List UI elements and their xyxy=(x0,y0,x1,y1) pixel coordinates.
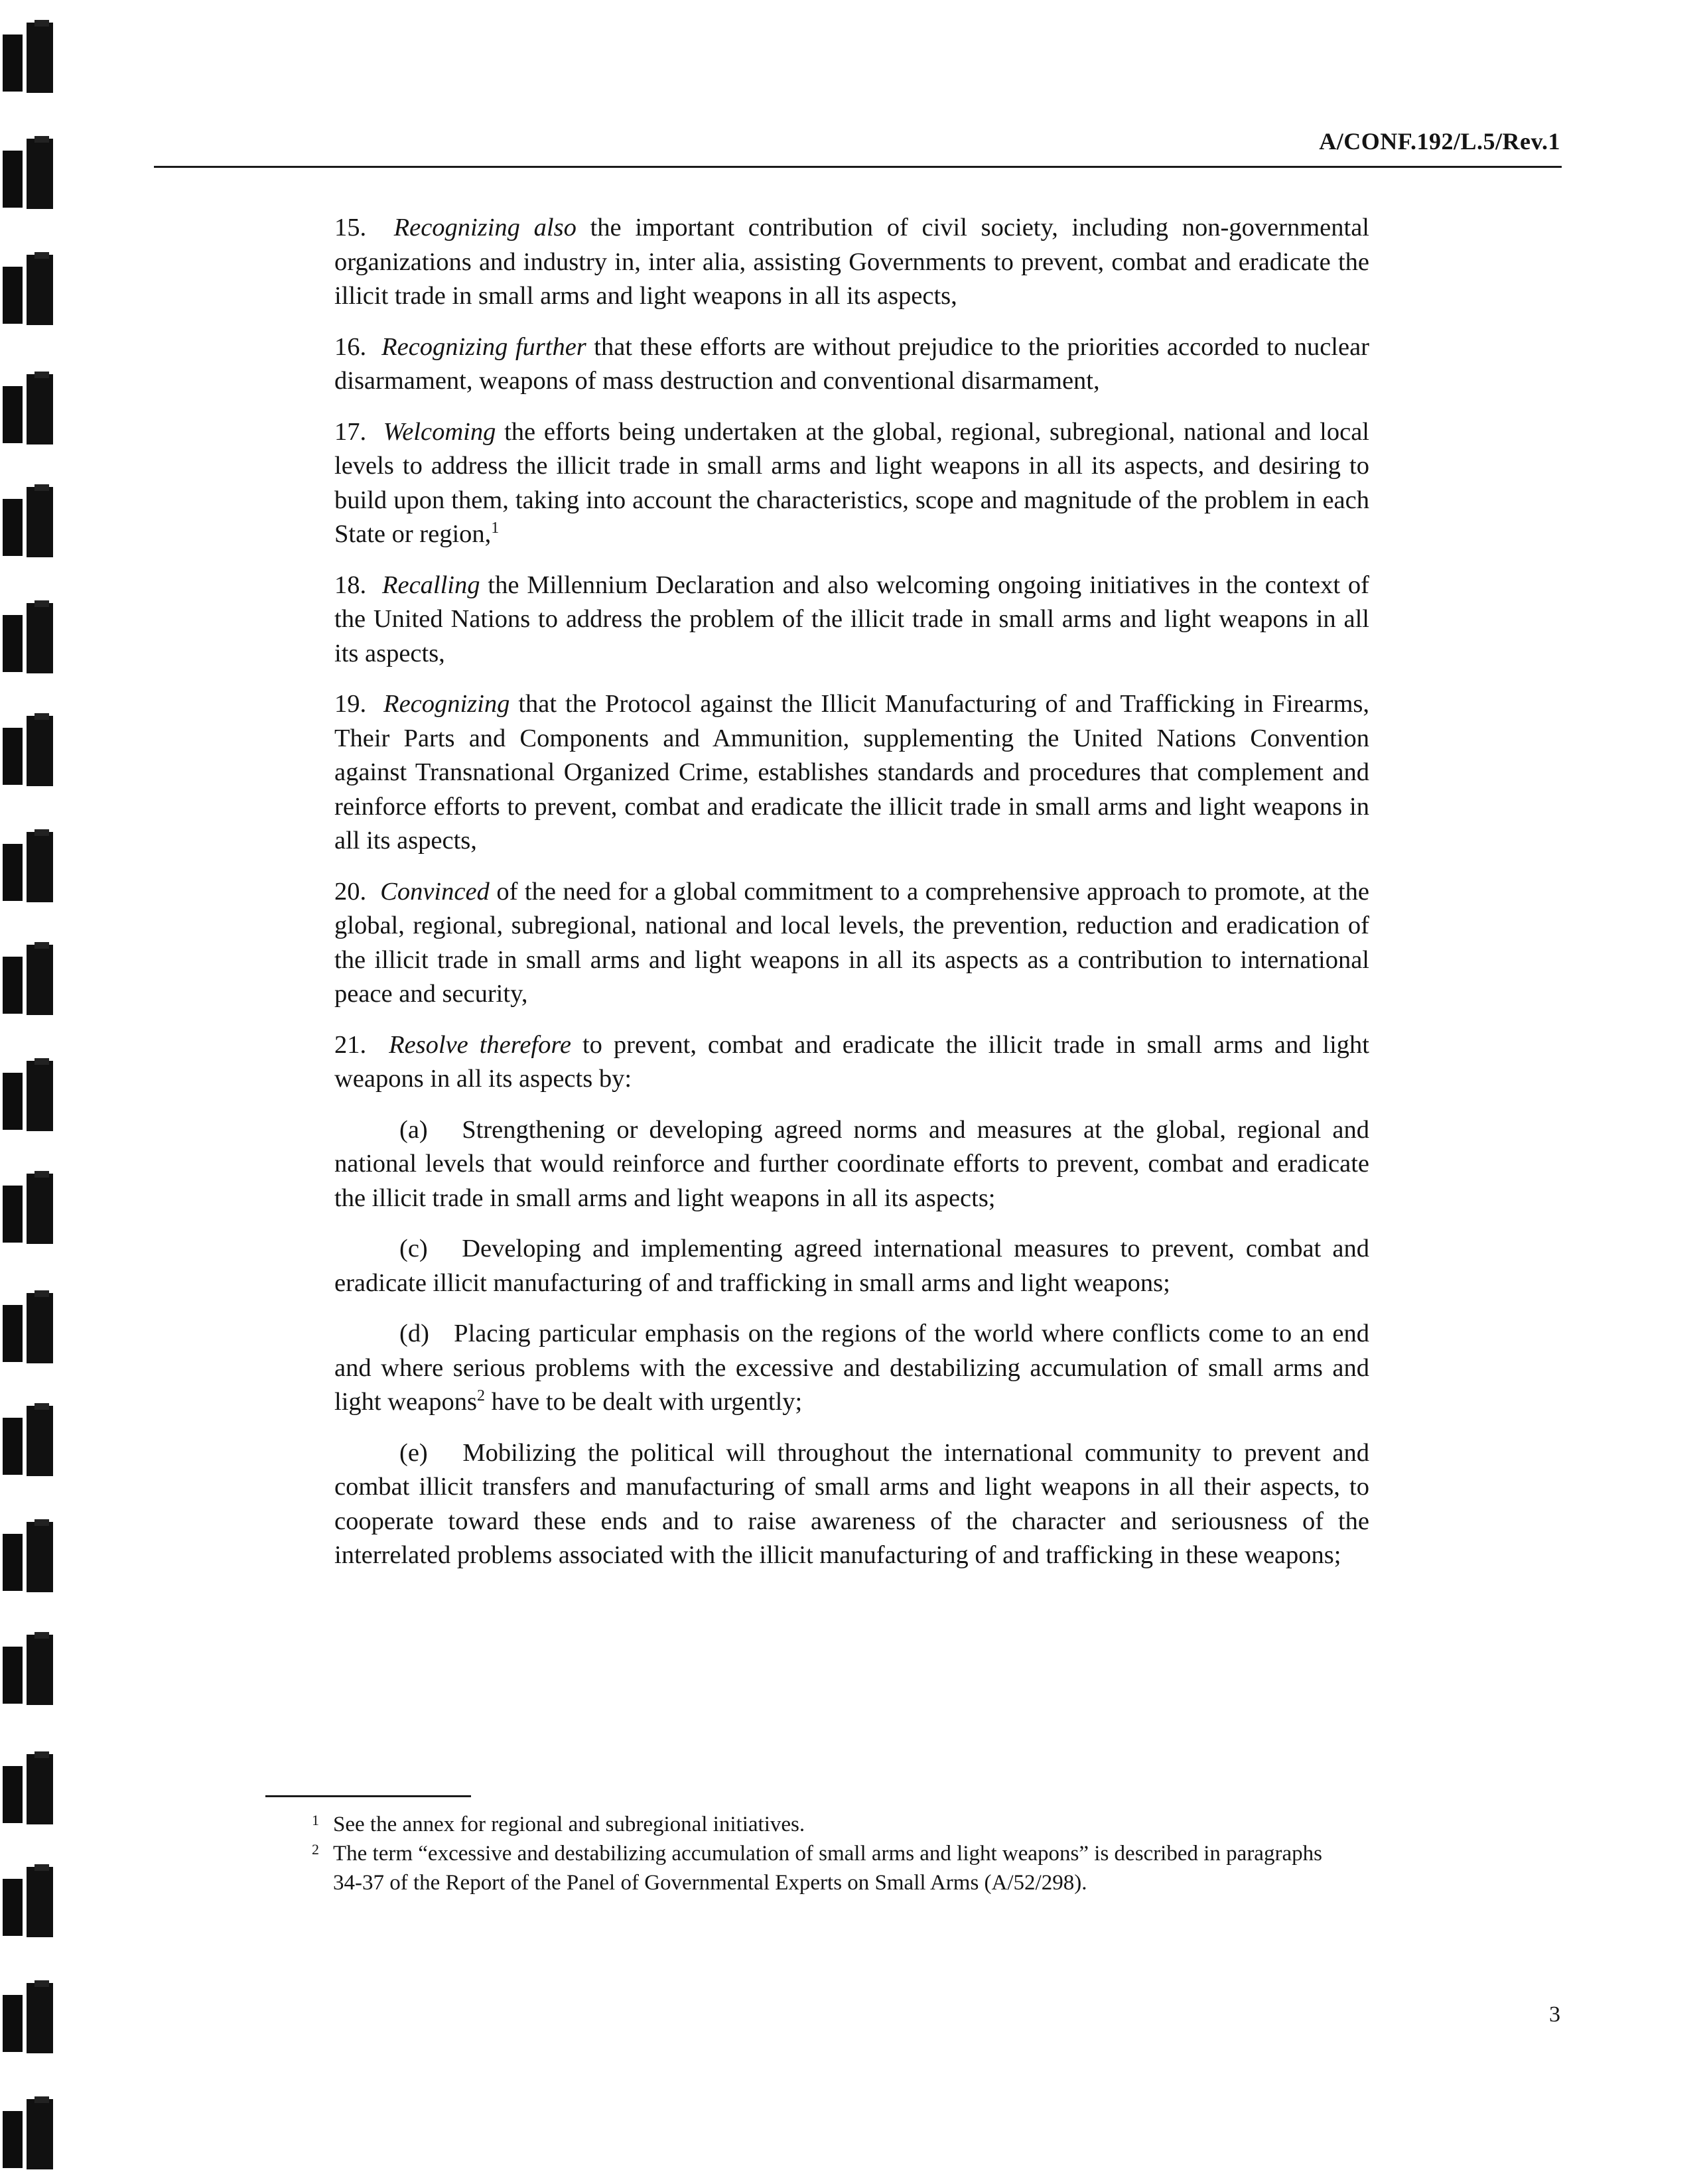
binding-mark xyxy=(3,1290,53,1363)
paragraph-lead: Convinced xyxy=(380,877,490,906)
binding-mark xyxy=(3,1751,53,1824)
footnote-number: 1 xyxy=(312,1812,319,1828)
binding-mark xyxy=(3,484,53,557)
subparagraph-text: Strengthening or developing agreed norms and measures at the global, regional and national levels that would reinforce and further coordinate efforts to prevent, combat and eradicate the illicit trade in small arms and light weapons in all its aspects; xyxy=(334,1115,1370,1212)
subparagraph-text: Mobilizing the political will throughout the international community to prevent and combat illicit transfers and manufacturing of small arms and light weapons in all their aspects, to cooperate toward these ends and to raise awareness of the character and seriousness of the interrelated problems associated with the illicit manufacturing of and trafficking in these weapons; xyxy=(334,1438,1369,1569)
paragraph-number: 21. xyxy=(334,1030,367,1059)
binding-mark xyxy=(3,2096,53,2169)
binding-mark xyxy=(3,1864,53,1937)
header-rule xyxy=(154,166,1562,168)
binding-mark xyxy=(3,20,53,93)
subparagraph-label: (d) xyxy=(399,1320,429,1347)
subparagraph-label: (c) xyxy=(399,1235,428,1263)
paragraph-text: the important contribution of civil society, including non-governmental organizations and industry in, inter alia, assisting Governments to prevent, combat and eradicate the illicit trade in small arms and light weapons in all its aspects, xyxy=(334,214,1370,310)
paragraph-lead: Welcoming xyxy=(383,417,496,446)
paragraph-number: 19. xyxy=(334,690,367,718)
subparagraph-label: (a) xyxy=(399,1115,428,1144)
paragraph-18 xyxy=(334,569,1369,671)
footnote-text: See the annex for regional and subregional initiatives. xyxy=(333,1812,805,1836)
paragraph-lead: Recognizing also xyxy=(393,214,577,241)
subparagraph-text-end: have to be dealt with urgently; xyxy=(484,1388,803,1416)
paragraph-text: the Millennium Declaration and also welcoming ongoing initiatives in the context of the United Nations to address the problem of the illicit trade in small arms and light weapons in all its aspects, xyxy=(334,571,1369,667)
footnote-number: 2 xyxy=(312,1841,319,1858)
page-number: 3 xyxy=(1549,2002,1560,2027)
paragraph-15 xyxy=(334,211,1369,314)
binding-mark xyxy=(3,713,53,786)
paragraph-text: to prevent, combat and eradicate the illicit trade in small arms and light weapons in all its aspects by: xyxy=(334,1030,1370,1093)
binding-mark xyxy=(3,1058,53,1131)
paragraph-20 xyxy=(334,875,1369,1012)
binding-mark xyxy=(3,136,53,209)
footnote-rule xyxy=(265,1795,471,1797)
binding-mark xyxy=(3,829,53,902)
footnote-ref-2: 2 xyxy=(476,1387,485,1405)
paragraph-number: 16. xyxy=(334,332,367,361)
paragraph-lead: Resolve therefore xyxy=(389,1030,572,1059)
binding-mark xyxy=(3,1980,53,2053)
paragraph-number: 18. xyxy=(334,571,367,599)
paragraph-text: of the need for a global commitment to a comprehensive approach to promote, at the global, regional, subregional, national and local levels, the prevention, reduction and eradication of the illicit trade in small arms and light weapons in all its aspects as a contribution to international peace and security, xyxy=(334,877,1369,1008)
paragraph-number: 15. xyxy=(334,214,367,241)
paragraph-number: 17. xyxy=(334,417,367,446)
paragraph-lead: Recognizing further xyxy=(381,332,586,361)
subparagraph-e xyxy=(334,1436,1369,1573)
subparagraph-c xyxy=(334,1232,1369,1300)
footnote-2 xyxy=(312,1839,1347,1897)
binding-mark xyxy=(3,372,53,444)
binding-mark xyxy=(3,252,53,325)
subparagraph-text: Developing and implementing agreed international measures to prevent, combat and eradicate illicit manufacturing of and trafficking in small arms and light weapons; xyxy=(334,1235,1369,1297)
subparagraph-label: (e) xyxy=(399,1438,428,1467)
binding-mark xyxy=(3,942,53,1015)
paragraph-text: that the Protocol against the Illicit Manufacturing of and Trafficking in Firearms, Their Parts and Components and Ammunition, supplementing the United Nations Convention against Transnational Organized Crime, establishes standards and procedures that complement and reinforce efforts to prevent, combat and eradicate the illicit trade in small arms and light weapons in all its aspects, xyxy=(334,690,1369,854)
paragraph-text: the efforts being undertaken at the global, regional, subregional, national and local levels to address the illicit trade in small arms and light weapons in all its aspects, and desiring to build upon them, taking into account the characteristics, scope and magnitude of the problem in each State or region, xyxy=(334,417,1369,548)
subparagraph-text: Placing particular emphasis on the regions of the world where conflicts come to an end and where serious problems with the excessive and destabilizing accumulation of small arms and light weapons xyxy=(334,1320,1369,1416)
binding-mark xyxy=(3,1632,53,1705)
paragraph-number: 20. xyxy=(334,877,367,906)
binding-mark xyxy=(3,600,53,673)
footnote-1 xyxy=(312,1810,1347,1839)
binding-mark xyxy=(3,1171,53,1244)
subparagraph-a xyxy=(334,1113,1369,1216)
binding-mark xyxy=(3,1403,53,1476)
binding-holes xyxy=(0,0,73,2184)
paragraph-21 xyxy=(334,1028,1369,1097)
subparagraph-d xyxy=(334,1317,1369,1420)
paragraph-lead: Recognizing xyxy=(383,690,510,718)
paragraph-text: that these efforts are without prejudice to the priorities accorded to nuclear disarmament, weapons of mass destruction and conventional disarmament, xyxy=(334,332,1369,395)
body-text xyxy=(334,211,1369,1590)
paragraph-lead: Recalling xyxy=(381,571,480,599)
paragraph-19 xyxy=(334,687,1369,858)
paragraph-16 xyxy=(334,330,1369,399)
footnote-ref-1: 1 xyxy=(491,519,500,537)
binding-mark xyxy=(3,1519,53,1592)
footnotes xyxy=(312,1810,1347,1897)
document-code: A/CONF.192/L.5/Rev.1 xyxy=(1319,128,1560,155)
paragraph-17 xyxy=(334,415,1369,552)
footnote-text: The term “excessive and destabilizing accumulation of small arms and light weapons” is described in paragraphs 34-37 of the Report of the Panel of Governmental Experts on Small Arms (A/52/298). xyxy=(333,1842,1322,1895)
